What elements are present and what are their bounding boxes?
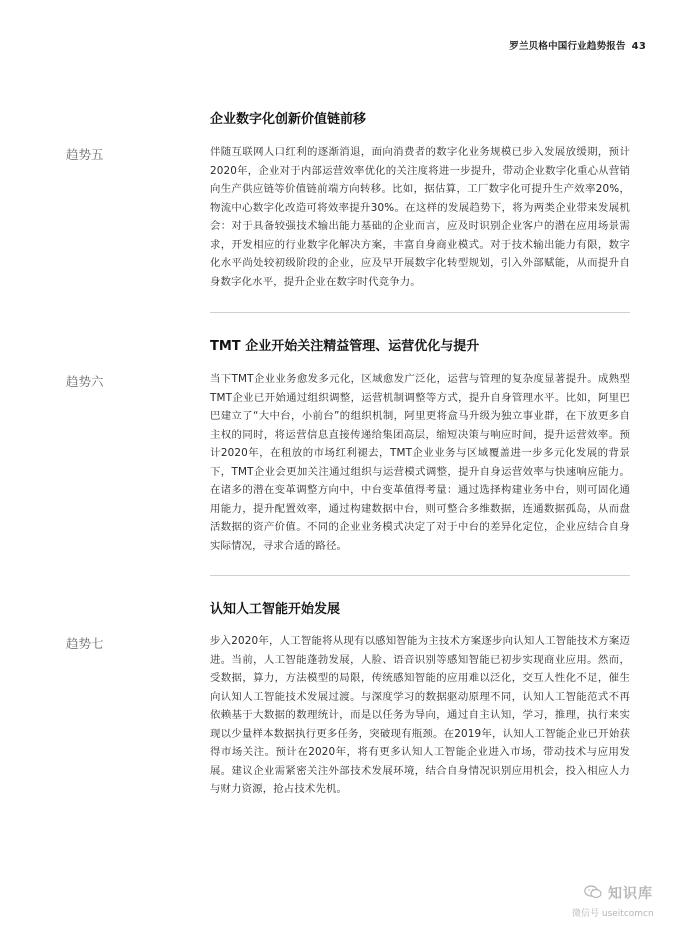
report-title: 罗兰贝格中国行业趋势报告 (509, 41, 626, 52)
watermark (564, 880, 674, 926)
trend-label: 趋势六 (66, 374, 104, 389)
watermark-name: 知识库 (608, 886, 653, 902)
watermark-sub: 微信号 useitcomcn (572, 909, 654, 919)
section-divider (210, 312, 630, 313)
section-title: 认知人工智能开始发展 (210, 602, 341, 617)
section-divider (210, 575, 630, 576)
section-body: 当下TMT企业业务愈发多元化，区域愈发广泛化，运营与管理的复杂度显著提升。成熟型TMT企业已开始通过组织调整，运营机制调整等方式，提升自身管理水平。比如，阿里巴巴建立了“大中台，小前台”的组织机制，阿里更将盒马升级为独立事业群，在下放更多自主权的同时，将运营信息直接传递给集团高层，缩短决策与响应时间，提升运营效率。预计2020年，在租放的市场红利褪去，TMT企业业务与区域覆盖进一步多元化发展的背景下，TMT企业会更加关注通过组织与运营模式调整，提升自身运营效率与快速响应能力。在诸多的潜在变革调整方向中，中台变革值得考量：通过选择构建业务中台，则可固化通用能力，提升配置效率，通过构建数据中台，则可整合多维数据，连通数据孤岛，从而盘活数据的资产价值。不同的企业业务模式决定了对于中台的差异化定位，企业应结合自身实际情况，寻求合适的路径。 (210, 373, 630, 552)
trend-label: 趋势五 (66, 147, 104, 162)
section-title: TMT 企业开始关注精益管理、运营优化与提升 (210, 339, 480, 354)
trend-label: 趋势七 (66, 636, 104, 651)
section-title: 企业数字化创新价值链前移 (210, 112, 367, 127)
page-number: 43 (631, 41, 646, 52)
page-header (509, 38, 646, 52)
wechat-icon (584, 885, 602, 899)
section-body: 步入2020年，人工智能将从现有以感知智能为主技术方案逐步向认知人工智能技术方案迈进。当前，人工智能蓬勃发展，人脸、语音识别等感知智能已初步实现商业应用。然而，受数据，算力，方法模型的局限，传统感知智能的应用难以泛化，交互人性化不足，催生向认知人工智能技术发展过渡。与深度学习的数据驱动原理不同，认知人工智能范式不再依赖基于大数据的数理统计，而是以任务为导向，通过自主认知，学习，推理，执行来实现以少量样本数据执行更多任务，突破现有瓶颈。在2019年，认知人工智能企业已开始获得市场关注。预计在2020年，将有更多认知人工智能企业进入市场，带动技术与应用发展。建议企业需紧密关注外部技术发展环境，结合自身情况识别应用机会，投入相应人力与财力资源，抢占技术先机。 (210, 635, 630, 795)
section-body: 伴随互联网人口红利的逐渐消退，面向消费者的数字化业务规模已步入发展放缓期，预计2020年，企业对于内部运营效率优化的关注度将进一步提升，带动企业数字化重心从营销向生产供应链等价值链前端方向转移。比如，据估算，工厂数字化可提升生产效率20%，物流中心数字化改造可将效率提升30%。在这样的发展趋势下，将为两类企业带来发展机会：对于具备较强技术输出能力基础的企业而言，应及时识别企业客户的潜在应用场景需求，开发相应的行业数字化解决方案，丰富自身商业模式。对于技术输出能力有限，数字化水平尚处较初级阶段的企业，应及早开展数字化转型规划，引入外部赋能，从而提升自身数字化水平，提升企业在数字时代竞争力。 (210, 146, 630, 288)
